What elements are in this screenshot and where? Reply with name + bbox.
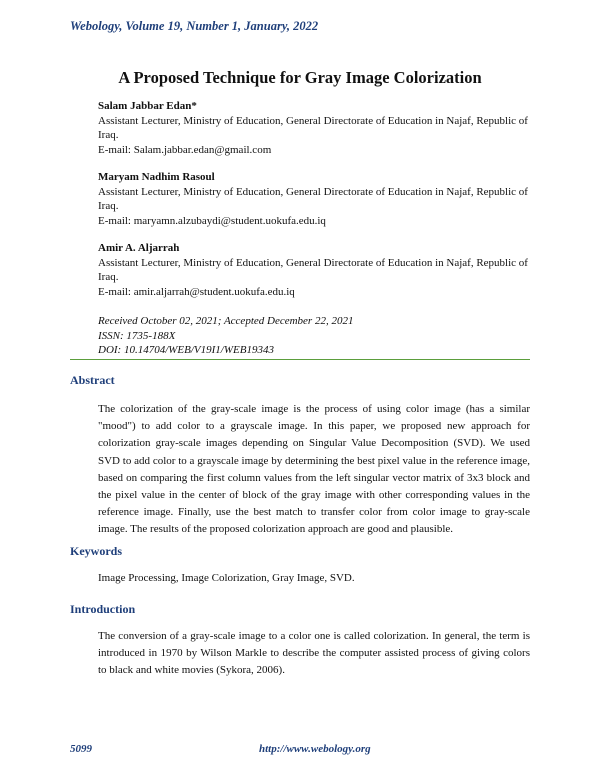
author-block-2 <box>98 170 538 228</box>
issn: ISSN: 1735-188X <box>98 329 176 342</box>
journal-header: Webology, Volume 19, Number 1, January, 2022 <box>70 19 319 33</box>
publication-dates <box>98 314 353 358</box>
introduction-heading: Introduction <box>70 602 136 616</box>
author-email: E-mail: maryamn.alzubaydi@student.uokufa.edu.iq <box>98 214 326 227</box>
author-affiliation: Assistant Lecturer, Ministry of Education, General Directorate of Education in Najaf, Republic of Iraq. <box>98 114 528 142</box>
introduction-text: The conversion of a gray-scale image to a color one is called colorization. In general, the term is introduced in 1970 by Wilson Markle to describe the computer assisted process of giving colors to black and white movies (Sykora, 2006). <box>98 630 530 677</box>
section-divider <box>70 359 530 360</box>
keywords-heading: Keywords <box>70 544 122 558</box>
author-affiliation: Assistant Lecturer, Ministry of Education, General Directorate of Education in Najaf, Republic of Iraq. <box>98 185 528 213</box>
author-block-3 <box>98 241 538 299</box>
paper-title: A Proposed Technique for Gray Image Colorization <box>118 68 482 87</box>
page-number: 5099 <box>70 743 92 755</box>
author-name: Maryam Nadhim Rasoul <box>98 171 215 183</box>
author-email: E-mail: amir.aljarrah@student.uokufa.edu.iq <box>98 285 295 298</box>
author-name: Amir A. Aljarrah <box>98 242 180 254</box>
author-email: E-mail: Salam.jabbar.edan@gmail.com <box>98 143 272 156</box>
author-affiliation: Assistant Lecturer, Ministry of Education, General Directorate of Education in Najaf, Republic of Iraq. <box>98 256 528 284</box>
doi: DOI: 10.14704/WEB/V19I1/WEB19343 <box>98 344 274 356</box>
abstract-text: The colorization of the gray-scale image is the process of using color image (has a similar "mood") to add color to a grayscale image. In this paper, we proposed new approach for colorization gray-scale images depending on Singular Value Decomposition (SVD). We used SVD to add color to a grayscale image by determining the best pixel value in the reference image, based on comparing the first column values from the left singular vector matrix of 3x3 block and the pixel value in the center of block of the gray image with other corresponding values in the reference image. Finally, use the best match to transfer color from color image to gray-scale image. The results of the proposed colorization approach are good and plausible. <box>98 403 530 536</box>
abstract-heading: Abstract <box>70 373 115 387</box>
footer-url[interactable]: http://www.webology.org <box>259 743 371 755</box>
author-name: Salam Jabbar Edan* <box>98 100 197 112</box>
author-block-1 <box>98 99 538 157</box>
keywords-text: Image Processing, Image Colorization, Gray Image, SVD. <box>98 572 355 584</box>
received-accepted: Received October 02, 2021; Accepted December 22, 2021 <box>98 315 354 327</box>
